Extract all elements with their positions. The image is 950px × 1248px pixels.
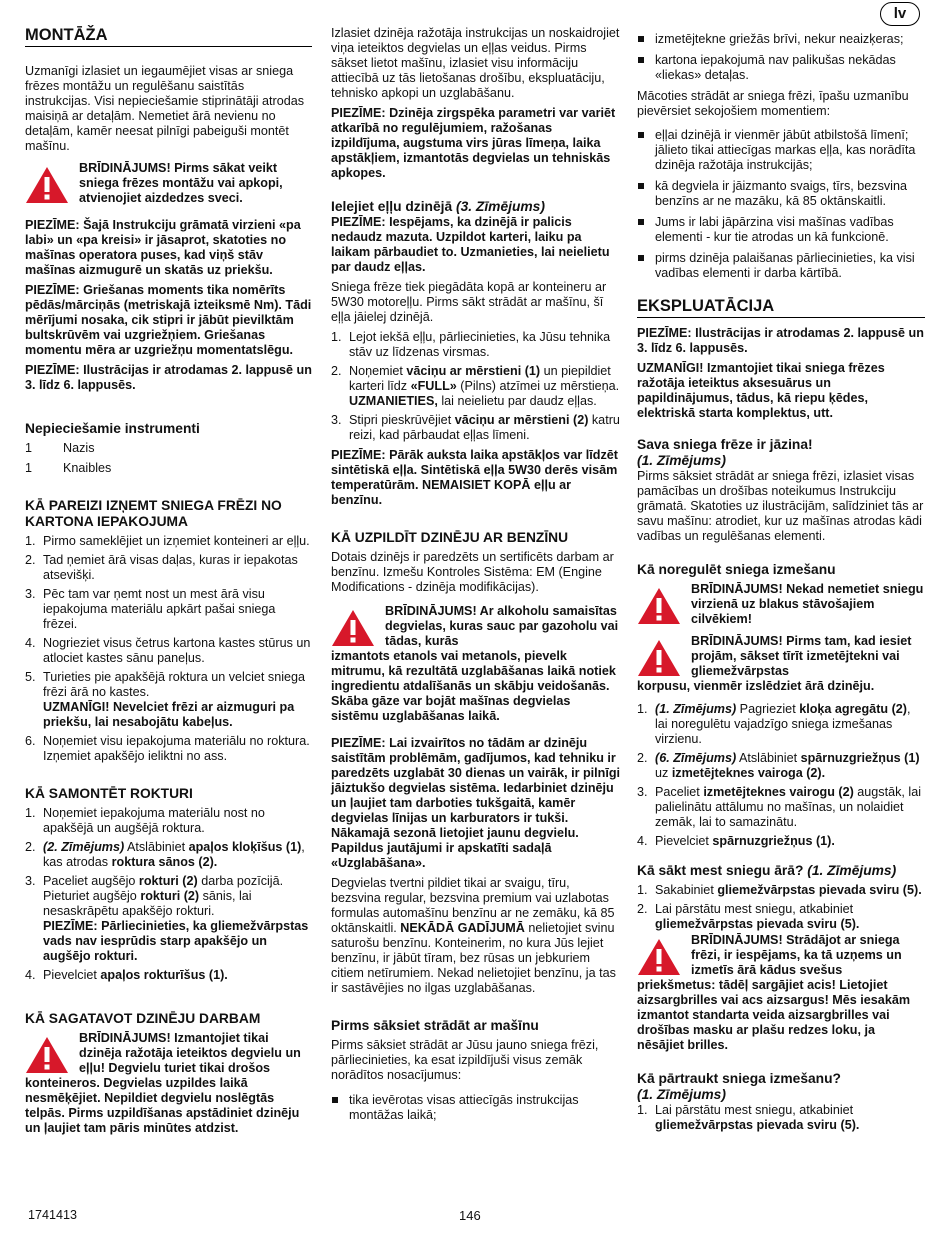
warning-text: konteineros. Degvielas uzpildes laikā nesmēķējiet. Nepildiet degvielu noslēgtās telpās. Pirms uzpildīšanas apstādiniet dzinēju un ļaujiet tam pāris minūtes atdzist. xyxy=(25,1076,300,1135)
bullet-icon xyxy=(638,183,644,189)
paragraph: Dotais dzinējs ir paredzēts un sertificēts darbam ar benzīnu. Izmešu Kontroles Sistēma: EM (Engine Modifications - dzinēja modifikācijas). xyxy=(331,550,614,594)
paragraph: Degvielas tvertni pildiet tikai ar svaigu, tīru, bezsvina regular, bezsvina premium vai uzlabotas formulas automašīnu benzīnu ar ne zemāku, kā 85 oktānskaitli. NEKĀDĀ GADĪJUMĀ nelietojiet svinu saturošu benzīnu. Konteinerim, no kura Jūs lejiet benzīnu, ir jābūt tīram, bez rūsas un jebkuriem citiem netīrumiem. Nekad nelietojiet benzīnu, ja tas ir sastāvējies no ilgas uzglabāšanas. xyxy=(331,876,616,995)
bullet-icon xyxy=(638,255,644,261)
warning-block xyxy=(25,1031,312,1136)
heading-fuel: KĀ UZPILDĪT DZINĒJU AR BENZĪNU xyxy=(331,530,569,545)
paragraph: Sniega frēze tiek piegādāta kopā ar konteineru ar 5W30 motoreļļu. Pirms sākt strādāt ar mašīnu, šī eļļa jāielej dzinējā. xyxy=(331,280,607,324)
heading-tools: Nepieciešamie instrumenti xyxy=(25,421,200,436)
warning-triangle-icon xyxy=(25,165,69,205)
paragraph: Pirms sāksiet strādāt ar sniega frēzi, izlasiet visas pamācības un drošības noteikumus Instrukciju grāmatā. Skatoties uz ilustrācijām, salīdziniet tās ar savu mašīnu: atrodiet, kur uz mašīnas atrodas kādi vadības un regulēšanas elementi. xyxy=(637,469,924,543)
list-item: 4. Pievelciet apaļos rokturīšus (1). xyxy=(25,968,228,982)
warning-text: BRĪDINĀJUMS! Pirms sākat veikt sniega frēzes montāžu vai apkopi, atvienojiet aizdedzes sveci. xyxy=(79,161,283,205)
caution-paragraph: UZMANĪGI! Izmantojiet tikai sniega frēzes ražotāja ieteiktus aksesuārus un papildinājumus, tādus, kā riepu ķēdes, elektriskā starta komplektus, utt. xyxy=(637,361,885,420)
warning-text: izmantots etanols vai metanols, pievelk mitrumu, kā rezultātā uzglabāšanas laikā notiek ingredientu atdalīšanās un skābju veidošanās. Skāba gāze var bojāt mašīnas degvielas sistēmu uzglabāšanas laikā. xyxy=(331,649,616,723)
heading-know: Sava sniega frēze ir jāzina! (1. Zīmējums) xyxy=(637,437,813,468)
tool-item: 1 Knaibles xyxy=(25,461,112,475)
list-item: 1. Lejot iekšā eļļu, pārliecinieties, ka Jūsu tehnika stāv uz līdzenas virsmas. xyxy=(331,330,611,359)
list-item: 2. (6. Zīmējums) Atslābiniet spārnuzgriežņus (1) uz izmetējteknes vairoga (2). xyxy=(637,751,920,780)
note-text: PIEZĪME: Pārliecinieties, ka gliemežvārpstas vads nav iesprūdis starp apakšējo un augšējo rokturi. xyxy=(43,919,309,963)
note-paragraph: PIEZĪME: Ilustrācijas ir atrodamas 2. lappusē un 3. līdz 6. lappusēs. xyxy=(25,363,312,392)
list-item: 2. Tad ņemiet ārā visas daļas, kuras ir iepakotas atsevišķi. xyxy=(25,553,298,582)
warning-block xyxy=(25,161,312,211)
list-item: 3. Paceliet izmetējteknes vairogu (2) augstāk, lai palielinātu attālumu no mašīnas, un nolaidiet zemāk, lai to samazinātu. xyxy=(637,785,922,829)
note-paragraph: PIEZĪME: Iespējams, ka dzinējā ir palicis nedaudz mazuta. Uzpildot karteri, laiku pa laikam pārbaudiet to. Uzmanieties, lai neielietu par daudz eļļas. xyxy=(331,215,610,274)
heading-engine-prep: KĀ SAGATAVOT DZINĒJU DARBAM xyxy=(25,1011,261,1026)
list-item: 3. Stipri pieskrūvējiet vāciņu ar mērstieni (2) katru reizi, kad pārbaudat eļļas līmeni. xyxy=(331,413,620,442)
list-item: 5. Turieties pie apakšējā roktura un velciet sniega frēzi ārā no kastes. UZMANĪGI! Nevelciet frēzi ar aizmuguri pa priekšu, lai nesabojātu kabeļus. xyxy=(25,670,306,729)
list-item: 1. Pirmo sameklējiet un izņemiet konteineri ar eļļu. xyxy=(25,534,310,548)
language-badge: lv xyxy=(880,2,920,26)
list-item: 2. (2. Zīmējums) Atslābiniet apaļos kloķīšus (1), kas atrodas roktura sānos (2). xyxy=(25,840,305,869)
warning-block xyxy=(637,582,925,632)
list-item: tika ievērotas visas attiecīgās instrukcijas montāžas laikā; xyxy=(331,1093,621,1123)
bullet-icon xyxy=(638,36,644,42)
warning-triangle-icon xyxy=(637,937,681,977)
list-item: 3. Pēc tam var ņemt nost un mest ārā visu iepakojuma materiālu apkārt pašai sniega frēzei. xyxy=(25,587,276,631)
note-paragraph: PIEZĪME: Ilustrācijas ir atrodamas 2. lappusē un 3. līdz 6. lappusēs. xyxy=(637,326,924,355)
list-item: kartona iepakojumā nav palikušas nekādas «liekas» detaļas. xyxy=(637,53,925,83)
column-3 xyxy=(637,0,925,1138)
list-item: 1. (1. Zīmējums) Pagrieziet kloķa agregātu (2), lai noregulētu vajadzīgo sniega izmešanas virzienu. xyxy=(637,702,911,746)
list-item: 1. Noņemiet iepakojuma materiālu nost no apakšējā un augšējā roktura. xyxy=(25,806,265,835)
bullet-icon xyxy=(638,57,644,63)
warning-block xyxy=(637,634,925,694)
unpack-steps xyxy=(25,534,312,764)
list-item: 4. Nogrieziet visus četrus kartona kastes stūrus un atlociet kastes sānu paneļus. xyxy=(25,636,311,665)
warning-triangle-icon xyxy=(637,586,681,626)
handle-steps xyxy=(25,806,312,983)
warning-triangle-icon xyxy=(331,608,375,648)
checklist xyxy=(637,128,925,281)
heading-montaza: MONTĀŽA xyxy=(25,26,312,47)
list-item: pirms dzinēja palaišanas pārliecinieties, ka visi vadības elementi ir darba kārtībā. xyxy=(637,251,925,281)
list-item: 6. Noņemiet visu iepakojuma materiālu no roktura. Izņemiet apakšējo ieliktni no ass. xyxy=(25,734,310,763)
warning-text: BRĪDINĀJUMS! Izmantojiet tikai dzinēja ražotāja ieteiktos degvielu un eļļu! Degvielu turiet tikai drošos xyxy=(79,1031,301,1075)
intro-paragraph: Uzmanīgi izlasiet un iegaumējiet visas ar sniega frēzes montāžu un regulēšanu saistītās instrukcijas. Visi nepieciešamie stiprinātāji atrodas maisiņā ar detaļām. Nemetiet ārā nevienu no detaļām, kamēr neesat pilnīgi pabeiguši montēt mašīnu. xyxy=(25,64,305,153)
bullet-icon xyxy=(638,219,644,225)
intro-paragraph: Izlasiet dzinēja ražotāja instrukcijas un noskaidrojiet viņa ieteiktos degvielas un eļļas veidus. Pirms sākset lietot mašīnu, izlasiet visu informāciju attiecībā uz tās lietošanas drošību, ekspluatāciju, tehnisko apkopi un uzglabāšanu. xyxy=(331,26,620,100)
warning-text: BRĪDINĀJUMS! Pirms tam, kad iesiet projām, sākset tīrīt izmetējtekni vai gliemežvārpstas xyxy=(691,634,912,678)
warning-text: priekšmetus: tādēļ sargājiet acis! Lietojiet aizsargbrilles vai acs aizsargus! Mēs iesakām izmantot standarta veida aizsargbrilles vai drošības masku ar plašu redzes loku, ja nēsājiet brilles. xyxy=(637,978,911,1052)
note-paragraph: PIEZĪME: Pārāk auksta laika apstākļos var līdzēt sintētiskā eļļa. Sintētiskā eļļa 5W30 derēs visām temperatūrām. NEMAISIET KOPĀ eļļu ar benzīnu. xyxy=(331,448,618,507)
heading-stop: Kā pārtraukt sniega izmešanu? (1. Zīmējums) xyxy=(637,1071,841,1102)
document-code: 1741413 xyxy=(28,1208,78,1222)
heading-before: Pirms sāksiet strādāt ar mašīnu xyxy=(331,1018,539,1033)
warning-text: BRĪDINĀJUMS! Nekad nemetiet sniegu virzienā uz blakus stāvošajiem cilvēkiem! xyxy=(691,582,924,626)
bullet-icon xyxy=(332,1097,338,1103)
heading-adjust: Kā noregulēt sniega izmešanu xyxy=(637,562,836,577)
list-item: 1. Lai pārstātu mest sniegu, atkabiniet gliemežvārpstas pievada sviru (5). xyxy=(637,1103,860,1132)
list-item: 2. Lai pārstātu mest sniegu, atkabiniet gliemežvārpstas pievada sviru (5). xyxy=(637,902,860,931)
list-item: kā degviela ir jāizmanto svaigs, tīrs, bezsvina benzīns ar ne mazāku, kā 85 oktānskaitli. xyxy=(637,179,925,209)
checklist xyxy=(331,1093,621,1123)
note-paragraph: PIEZĪME: Lai izvairītos no tādām ar dzinēju saistītām problēmām, gadījumos, kad tehniku ir paredzēts uzglabāt 30 dienas un vairāk, ir pilnīgi jāiztukšo degvielas sistēma. Iedarbiniet dzinēju un ļaujiet tam darboties tukšgaitā, kamēr degvielas līnijas un karburators ir tukši. Nākamajā sezonā lietojiet jaunu degvielu. Papildus jautājumi ir apskatīti sadaļā «Uzglabāšana». xyxy=(331,736,621,870)
warning-text: korpusu, vienmēr izslēdziet ārā dzinēju. xyxy=(637,679,875,693)
heading-oil: Ielejiet eļļu dzinējā (3. Zīmējums) xyxy=(331,199,545,214)
column-1 xyxy=(25,0,312,1136)
list-item: Jums ir labi jāpārzina visi mašīnas vadības elementi - kur tie atrodas un kā funkcionē. xyxy=(637,215,925,245)
adjust-steps xyxy=(637,702,925,849)
tool-item: 1 Nazis xyxy=(25,441,95,455)
warning-block xyxy=(331,604,621,724)
stop-steps xyxy=(637,1103,925,1133)
checklist xyxy=(637,32,925,83)
list-item: 2. Noņemiet vāciņu ar mērstieni (1) un piepildiet karteri līdz «FULL» (Pilns) atzīmei uz mērstieņa. UZMANIETIES, lai neielietu par daudz eļļas. xyxy=(331,364,620,408)
list-item: 3. Paceliet augšējo rokturi (2) darba pozīcijā. Pieturiet augšējo rokturi (2) sānis, lai nesaskrāpētu apakšējo rokturi. PIEZĪME: Pārliecinieties, ka gliemežvārpstas vads nav iesprūdis starp apakšējo un augšējo rokturi. xyxy=(25,874,309,963)
heading-handle: KĀ SAMONTĒT ROKTURI xyxy=(25,786,193,801)
tools-list xyxy=(25,441,312,476)
start-steps xyxy=(637,883,925,932)
column-2 xyxy=(331,0,621,1129)
list-item: 4. Pievelciet spārnuzgriežņus (1). xyxy=(637,834,835,848)
paragraph: Mācoties strādāt ar sniega frēzi, īpašu uzmanību pievērsiet sekojošiem momentiem: xyxy=(637,89,909,118)
heading-ekspluatacija: EKSPLUATĀCIJA xyxy=(637,297,925,318)
list-item: izmetējtekne griežās brīvi, nekur neaizķeras; xyxy=(637,32,925,47)
heading-unpack: KĀ PAREIZI IZŅEMT SNIEGA FRĒZI NO KARTONA IEPAKOJUMA xyxy=(25,498,282,529)
bullet-icon xyxy=(638,132,644,138)
list-item: 1. Sakabiniet gliemežvārpstas pievada sviru (5). xyxy=(637,883,922,897)
paragraph: Pirms sāksiet strādāt ar Jūsu jauno sniega frēzi, pārliecinieties, ka esat izpildījuši visus zemāk norādītos nosacījumus: xyxy=(331,1038,599,1082)
warning-triangle-icon xyxy=(25,1035,69,1075)
note-paragraph: PIEZĪME: Dzinēja zirgspēka parametri var variēt atkarībā no regulējumiem, ražošanas izpildījuma, augstuma virs jūras līmeņa, laika apstākļiem, izmantotās degvielas un tehniskās apkopes. xyxy=(331,106,616,180)
heading-start: Kā sākt mest sniegu ārā? (1. Zīmējums) xyxy=(637,863,897,878)
list-item: eļļai dzinējā ir vienmēr jābūt atbilstošā līmenī; jālieto tikai attiecīgas markas eļļa, kas norādīta dzinēja ražotāja instrukcijās; xyxy=(637,128,925,173)
oil-steps xyxy=(331,330,621,443)
warning-text: BRĪDINĀJUMS! Ar alkoholu samaisītas degvielas, kuras sauc par gazoholu vai tādas, kurās xyxy=(385,604,619,648)
note-paragraph: PIEZĪME: Šajā Instrukciju grāmatā virzieni «pa labi» un «pa kreisi» ir jāsaprot, skatoties no mašīnas operatora puses, kad viņš stāv mašīnas aizmugurē un skatās uz priekšu. xyxy=(25,218,301,277)
note-paragraph: PIEZĪME: Griešanas moments tika nomērīts pēdās/mārciņās (metriskajā izteiksmē Nm). Tādi mērījumi nosaka, cik stipri ir jābūt pievilktām bultskrūvēm vai uzgriežņiem. Griešanas momentu mēra ar uzgriežņu momentatslēgu. xyxy=(25,283,312,357)
warning-block xyxy=(637,933,925,1053)
warning-text: BRĪDINĀJUMS! Strādājot ar sniega frēzi, ir iespējams, ka tā uzņems un izmetīs ārā kādus svešus xyxy=(691,933,902,977)
page-number: 146 xyxy=(459,1208,481,1223)
warning-triangle-icon xyxy=(637,638,681,678)
caution-text: UZMANĪGI! Nevelciet frēzi ar aizmuguri pa priekšu, lai nesabojātu kabeļus. xyxy=(43,700,295,729)
